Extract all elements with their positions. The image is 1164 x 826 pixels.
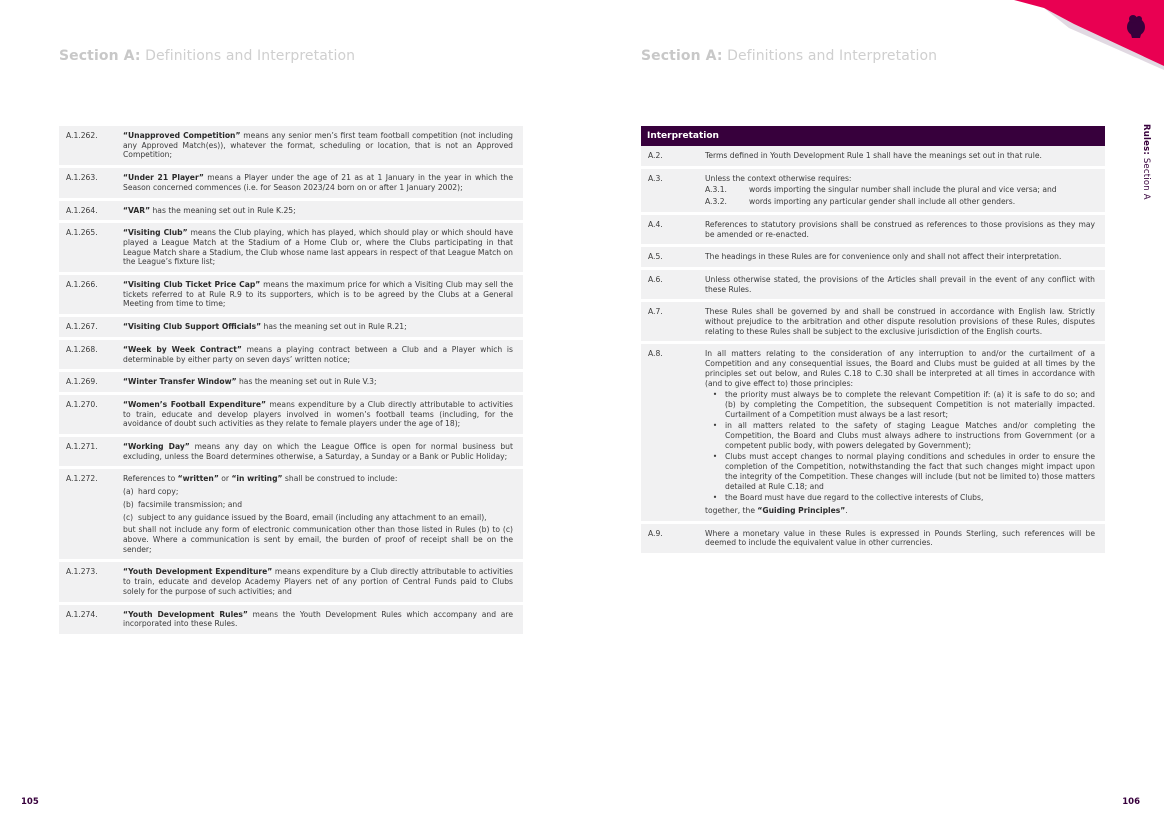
sub-item: (c) subject to any guidance issued by the Board, email (including any attachment to an email),	[123, 512, 487, 522]
clause-number: A.1.263.	[66, 173, 98, 183]
definition-row: A.1.270. “Women’s Football Expenditure” means expenditure by a Club directly attributable to activities to train, educate and develop players involved in women’s football teams (including, for the avoidance of doubt such activities as they relate to female players under the age of 18);	[59, 395, 523, 434]
defined-term: “Unapproved Competition”	[123, 131, 241, 140]
definition-row: A.1.273. “Youth Development Expenditure” means expenditure by a Club directly attributable to activities to train, educate and develop Academy Players net of any portion of Central Funds paid to Clubs solely for the purpose of such activities; and	[59, 562, 523, 601]
interpretation-row: A.3. Unless the context otherwise requires: A.3.1. words importing the singular number shall include the plural and vice versa; and A.3.2. words importing any particular gender shall include all other genders.	[641, 169, 1105, 212]
definition-row: A.1.269. “Winter Transfer Window” has the meaning set out in Rule V.3;	[59, 372, 523, 392]
side-label: Rules: Section A	[1141, 124, 1151, 200]
definition-row: A.1.262. “Unapproved Competition” means any senior men’s first team football competition (not including any Approved Match(es)), whatever the format, scheduling or location, that is not an Approved Competition;	[59, 126, 523, 165]
defined-term: “VAR”	[123, 205, 151, 215]
clause-number: A.3.	[648, 173, 663, 183]
clause-number: A.1.264.	[66, 205, 98, 215]
right-page	[582, 0, 1164, 826]
clause-number: A.8.	[648, 349, 663, 359]
sub-clause: A.3.1. words importing the singular number shall include the plural and vice versa; and	[705, 185, 1057, 195]
list-item: • in all matters related to the safety of staging League Matches and/or completing the Competition, the Board and Clubs must always adhere to instructions from Government (or a competent public body, with powers delegated by Government);	[712, 421, 1095, 450]
definition-row: A.1.265. “Visiting Club” means the Club playing, which has played, which should play or which should have played a League Match at the Stadium of a Home Club or, where the Clubs participating in that League Match share a Stadium, the Club whose name last appears in respect of that League Match on the League’s fixture list;	[59, 223, 523, 272]
defined-term: “Visiting Club Ticket Price Cap”	[123, 280, 261, 290]
table-header: Interpretation	[641, 126, 1105, 146]
interpretation-row: A.5. The headings in these Rules are for convenience only and shall not affect their interpretation.	[641, 247, 1105, 267]
defined-term: “Guiding Principles”	[757, 505, 846, 515]
definition-row: A.1.267. “Visiting Club Support Officials” has the meaning set out in Rule R.21;	[59, 317, 523, 337]
definition-row: A.1.263. “Under 21 Player” means a Player under the age of 21 as at 1 January in the year in which the Season concerned commences (i.e. for Season 2023/24 born on or after 1 January 2002);	[59, 168, 523, 197]
section-title: Section A: Definitions and Interpretation	[59, 48, 356, 64]
interpretation-row: A.2. Terms defined in Youth Development Rule 1 shall have the meanings set out in that rule.	[641, 146, 1105, 166]
definition-row: A.1.266. “Visiting Club Ticket Price Cap” means the maximum price for which a Visiting Club may sell the tickets referred to at Rule R.9 to its supporters, which is to be agreed by the Clubs at a General Meeting from time to time;	[59, 275, 523, 314]
clause-number: A.1.262.	[66, 131, 98, 140]
definition-row: A.1.268. “Week by Week Contract” means a playing contract between a Club and a Player which is determinable by either party on seven days’ written notice;	[59, 340, 523, 369]
section-title: Section A: Definitions and Interpretation	[641, 48, 938, 64]
sub-item: (b) facsimile transmission; and	[123, 499, 243, 509]
sub-item: (a) hard copy;	[123, 487, 179, 497]
defined-term: “Under 21 Player”	[123, 173, 204, 183]
closing-paragraph: but shall not include any form of electronic communication other than those listed in Rules (b) to (c) above. Where a communication is sent by email, the burden of proof of receipt shall be on the sender;	[123, 525, 513, 554]
definition-row: A.1.274. “Youth Development Rules” means the Youth Development Rules which accompany and are incorporated into these Rules.	[59, 605, 523, 634]
clause-number: A.1.273.	[66, 567, 98, 577]
bullet-list	[705, 390, 1095, 503]
interpretation-row: A.9. Where a monetary value in these Rules is expressed in Pounds Sterling, such references will be deemed to include the equivalent value in other currencies.	[641, 524, 1105, 553]
clause-number: A.1.268.	[66, 344, 98, 354]
interpretation-row: A.8. In all matters relating to the consideration of any interruption to and/or the curtailment of a Competition and any consequential issues, the Board and Clubs must be guided at all times by the principles set out below, and Rules C.18 to C.30 shall be interpreted at all times in accordance with (and to give effect to) those principles: • the priority must always be to complete the relevant Competition if: (a) it is safe to do so; and (b) by completing the Competition, the subsequent Competition is not materially impacted. Curtailment of a Competition must always be a last resort; • in all matters related to the safety of staging League Matches and/or completing the Competition, the Board and Clubs must always adhere to instructions from Government (or a competent public body, with powers delegated by Government); • Clubs must accept changes to normal playing conditions and schedules in order to ensure the completion of the Competition, notwithstanding the fact that such changes might impact upon the integrity of the Competition. These changes will include (but not be limited to) those matters detailed at Rule C.18; and • the Board must have due regard to the collective interests of Clubs, together, the “Guiding Principles”.	[641, 344, 1105, 520]
defined-term: “Week by Week Contract”	[123, 344, 242, 354]
page-number: 105	[21, 797, 39, 807]
clause-number: A.1.272.	[66, 474, 98, 484]
defined-term: “Working Day”	[123, 442, 190, 452]
page-number: 106	[1122, 797, 1140, 807]
clause-number: A.1.266.	[66, 280, 98, 290]
clause-number: A.1.265.	[66, 228, 98, 238]
list-item: • the priority must always be to complete the relevant Competition if: (a) it is safe to do so; and (b) by completing the Competition, the subsequent Competition is not materially impacted. Curtailment of a Competition must always be a last resort;	[712, 390, 1095, 419]
closing-paragraph: together, the “Guiding Principles”.	[705, 505, 848, 515]
list-item: • Clubs must accept changes to normal playing conditions and schedules in order to ensure the completion of the Competition, notwithstanding the fact that such changes might impact upon the integrity of the Competition. These changes will include (but not be limited to) those matters detailed at Rule C.18; and	[712, 452, 1095, 491]
defined-term: “Visiting Club Support Officials”	[123, 322, 262, 332]
definition-row: A.1.264. “VAR” has the meaning set out in Rule K.25;	[59, 201, 523, 221]
clause-number: A.4.	[648, 219, 663, 229]
interpretation-table	[641, 126, 1105, 556]
sub-clause: A.3.2. words importing any particular gender shall include all other genders.	[705, 197, 1016, 207]
clause-number: A.1.270.	[66, 399, 98, 409]
defined-term: “in writing”	[231, 474, 283, 484]
clause-number: A.5.	[648, 252, 663, 262]
clause-number: A.2.	[648, 151, 663, 160]
definition-row-written: A.1.272. References to “written” or “in writing” shall be construed to include: (a) hard copy; (b) facsimile transmission; and (c) subject to any guidance issued by the Board, email (including any attachment to an email), but shall not include any form of electronic communication other than those listed in Rules (b) to (c) above. Where a communication is sent by email, the burden of proof of receipt shall be on the sender;	[59, 469, 523, 559]
interpretation-row: A.7. These Rules shall be governed by and shall be construed in accordance with English law. Strictly without prejudice to the arbitration and other dispute resolution provisions of these Rules, disputes relating to these Rules shall be subject to the exclusive jurisdiction of the English courts.	[641, 302, 1105, 341]
list-item: • the Board must have due regard to the collective interests of Clubs,	[712, 493, 984, 503]
interpretation-row: A.6. Unless otherwise stated, the provisions of the Articles shall prevail in the event of any conflict with these Rules.	[641, 270, 1105, 299]
lion-logo-icon	[1014, 0, 1164, 70]
clause-number: A.1.271.	[66, 442, 98, 452]
clause-number: A.1.269.	[66, 377, 98, 387]
defined-term: “written”	[177, 474, 219, 484]
clause-number: A.1.274.	[66, 609, 98, 619]
interpretation-row: A.4. References to statutory provisions shall be construed as references to those provisions as they may be amended or re-enacted.	[641, 215, 1105, 244]
defined-term: “Youth Development Rules”	[123, 609, 248, 619]
defined-term: “Women’s Football Expenditure”	[123, 399, 267, 409]
definition-row: A.1.271. “Working Day” means any day on which the League Office is open for normal business but excluding, unless the Board determines otherwise, a Saturday, a Sunday or a Bank or Public Holiday;	[59, 437, 523, 466]
definitions-list	[59, 126, 523, 637]
clause-number: A.7.	[648, 307, 663, 317]
clause-number: A.9.	[648, 528, 663, 538]
defined-term: “Visiting Club”	[123, 228, 188, 238]
defined-term: “Winter Transfer Window”	[123, 377, 237, 387]
clause-number: A.1.267.	[66, 322, 98, 332]
defined-term: “Youth Development Expenditure”	[123, 567, 273, 577]
clause-number: A.6.	[648, 274, 663, 284]
